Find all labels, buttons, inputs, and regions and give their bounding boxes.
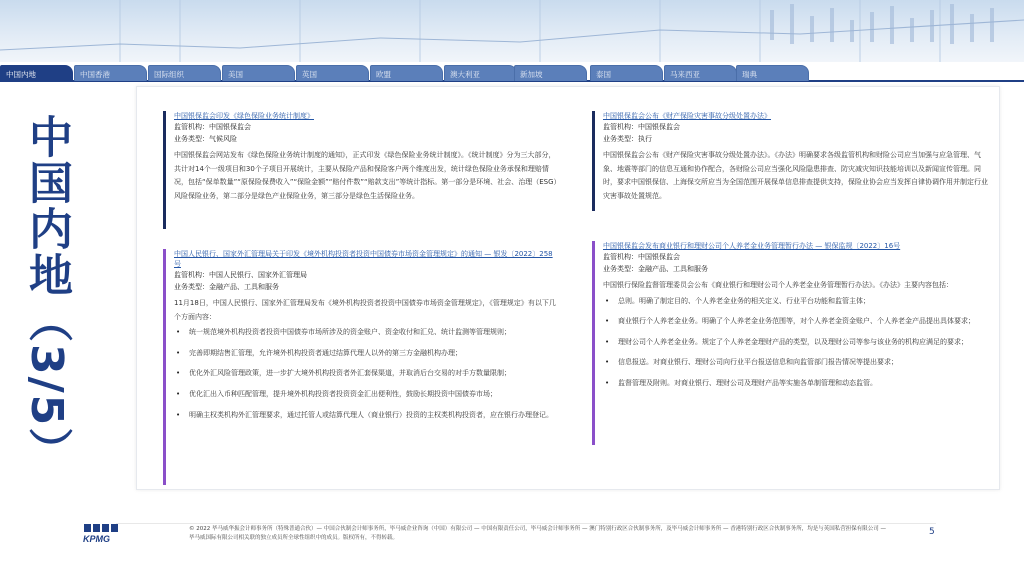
- tab-uk[interactable]: 英国: [296, 65, 369, 81]
- list-item: • 明确主权类机构外汇管理要求，通过托管人或结算代理人（商业银行）投资的主权类机构投资者，应在银行办理登记。: [174, 409, 559, 423]
- footer-divider: [116, 523, 936, 524]
- card-title-link[interactable]: 中国人民银行、国家外汇管理局关于印发《境外机构投资者投资中国债券市场资金管理规定》的通知 — 银发〔2022〕258号: [174, 250, 553, 268]
- card-title-link[interactable]: 中国银保监会印发《绿色保险业务统计制度》: [174, 112, 314, 120]
- banner-decoration: [0, 0, 1024, 62]
- page-title: 中国内地（3/5）: [21, 114, 72, 474]
- card-foreign-investor-bond-funds: [163, 249, 559, 489]
- card-regulator: 监管机构：中国银保监会: [174, 123, 251, 131]
- card-regulator: 监管机构：中国人民银行、国家外汇管理局: [174, 271, 307, 279]
- svg-text:KPMG: KPMG: [83, 534, 110, 544]
- card-accent-bar: [592, 111, 595, 211]
- list-item: • 统一规范境外机构投资者投资中国债券市场所涉及的资金账户、资金收付和汇兑、统计监测等管理规则；: [174, 326, 559, 340]
- card-body: 中国银保监会网站发布《绿色保险业务统计制度的通知》，正式印发《绿色保险业务统计制度》。《统计制度》分为三大部分，共计对14个一级项目和30个子项目开展统计，主要从保险产品和保险客户两个维度出发，统计绿色保险业务承保和理赔情况，包括“保单数量”“原保险保费收入”“保险金额”“赔付件数”“赔款支出”等统计指标。第一部分是环境、社会、治理（ESG）风险保险业务，第二部分是绿色产业保险业务，第三部分是绿色生活保险业务。: [174, 151, 558, 200]
- card-business-type: 业务类型：气候风险: [174, 135, 237, 143]
- card-regulator: 监管机构：中国银保监会: [603, 123, 680, 131]
- page-number: 5: [929, 527, 935, 537]
- list-item: • 商业银行个人养老金业务。明确了个人养老金业务范围等，对个人养老金资金账户、个人养老金产品提出具体要求；: [603, 315, 988, 329]
- list-item: • 优化汇出入币种匹配管理，提升境外机构投资者投资资金汇出便利性，鼓励长期投资中国债券市场；: [174, 388, 559, 402]
- card-accent-bar: [592, 241, 595, 445]
- header-banner: [0, 0, 1024, 62]
- card-body: 中国银行保险监督管理委员会公布《商业银行和理财公司个人养老金业务管理暂行办法》。《办法》主要内容包括：: [603, 281, 953, 289]
- tab-international-orgs[interactable]: 国际组织: [148, 65, 221, 81]
- card-accent-bar: [163, 111, 166, 229]
- card-title-link[interactable]: 中国银保监会公布《财产保险灾害事故分级处置办法》: [603, 112, 771, 120]
- content-panel: [136, 86, 1000, 490]
- tab-thailand[interactable]: 泰国: [590, 65, 663, 81]
- list-item: • 监督管理及附则。对商业银行、理财公司及理财产品等实施各单制管理和动态监管。: [603, 377, 988, 391]
- list-item: • 完善即期结售汇管理，允许境外机构投资者通过结算代理人以外的第三方金融机构办理；: [174, 347, 559, 361]
- card-property-insurance-disaster: [592, 111, 988, 211]
- tab-usa[interactable]: 美国: [222, 65, 295, 81]
- tab-malaysia[interactable]: 马来西亚: [664, 65, 737, 81]
- tab-eu[interactable]: 欧盟: [370, 65, 443, 81]
- list-item: • 理财公司个人养老金业务。规定了个人养老金理财产品的类型，以及理财公司等参与该业务的机构应满足的要求；: [603, 336, 988, 350]
- card-business-type: 业务类型：金融产品、工具和服务: [174, 283, 279, 291]
- card-business-type: 业务类型：金融产品、工具和服务: [603, 265, 708, 273]
- region-tab-bar: [0, 62, 1024, 82]
- tab-sweden[interactable]: 瑞典: [736, 65, 809, 81]
- card-personal-pension-business: [592, 241, 988, 451]
- tab-mainland-china[interactable]: 中国内地: [0, 65, 73, 81]
- tab-australia[interactable]: 澳大利亚: [444, 65, 517, 81]
- footer-copyright: © 2022 毕马威华振会计师事务所（特殊普通合伙）— 中国合伙制会计师事务所，毕马威企业咨询（中国）有限公司 — 中国有限责任公司，毕马威会计师事务所 — 澳门特别行政区合伙制事务所，及毕马威会计师事务所 — 香港特别行政区合伙制事务所，均是与英国私营担保有限公司 — 毕马威国际有限公司相关联的独立成员所全球性组织中的成员。版权所有，不得转载。: [189, 526, 886, 541]
- list-item: • 总则。明确了制定目的、个人养老金业务的相关定义、行业平台功能和监管主体；: [603, 295, 988, 309]
- card-body: 11月18日，中国人民银行、国家外汇管理局发布《境外机构投资者投资中国债券市场资金管理规定》，《管理规定》有以下几个方面内容：: [174, 299, 556, 321]
- card-bullet-list: [174, 326, 559, 422]
- card-business-type: 业务类型：执行: [603, 135, 652, 143]
- kpmg-logo: [80, 522, 126, 546]
- tab-singapore[interactable]: 新加坡: [514, 65, 587, 81]
- card-bullet-list: [603, 295, 988, 391]
- card-regulator: 监管机构：中国银保监会: [603, 253, 680, 261]
- card-title-link[interactable]: 中国银保监会发布商业银行和理财公司个人养老金业务管理暂行办法 — 银保监规〔2022〕16号: [603, 242, 901, 250]
- card-body: 中国银保监会公布《财产保险灾害事故分级处置办法》。《办法》明确要求各级监管机构和财险公司应当加强与应急管理、气象、地震等部门的信息互通和协作配合，各财险公司应当强化风险隐患排查、防灾减灾知识技能培训以及新闻宣传管理。同时，要求中国银保信、上海保交所应当为全国范围开展保单信息排查提供支持，保险业协会应当发挥自律协调作用并制定行业灾害事故处置规范。: [603, 151, 988, 200]
- card-green-insurance-statistics: [163, 111, 559, 231]
- tab-hong-kong[interactable]: 中国香港: [74, 65, 147, 81]
- list-item: • 信息报送。对商业银行、理财公司向行业平台报送信息和向监管部门报告情况等提出要求；: [603, 356, 988, 370]
- card-accent-bar: [163, 249, 166, 485]
- list-item: • 优化外汇风险管理政策，进一步扩大境外机构投资者外汇套保渠道，并取消后台交易的对手方数量限制；: [174, 367, 559, 381]
